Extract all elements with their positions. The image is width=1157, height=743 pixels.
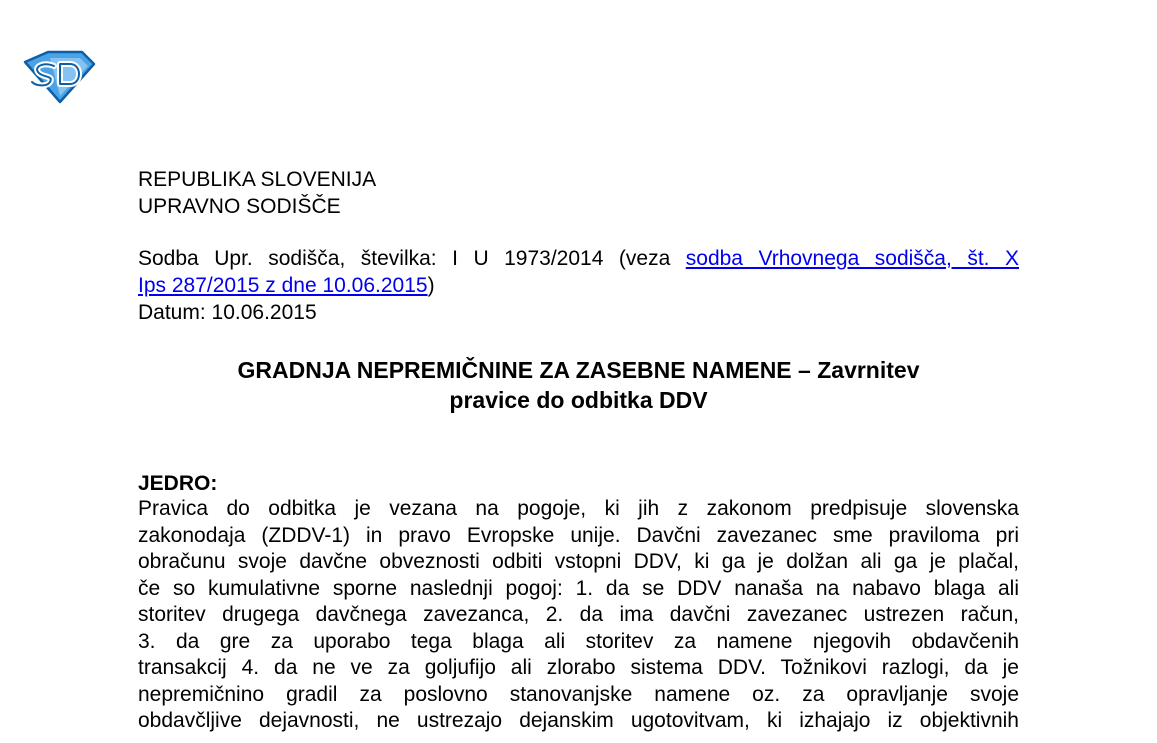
case-reference — [138, 245, 1019, 326]
court-country: REPUBLIKA SLOVENIJA — [138, 168, 377, 191]
case-reference-line2 — [138, 272, 1019, 299]
summary-text — [138, 496, 1019, 735]
court-name: UPRAVNO SODIŠČE — [138, 195, 341, 218]
supreme-court-link-part2[interactable]: Ips 287/2015 z dne 10.06.2015 — [138, 274, 428, 297]
sd-shield-logo-icon — [22, 50, 96, 104]
summary-heading: JEDRO: — [138, 472, 218, 495]
summary-line: obdavčljive dejavnosti, ne ustrezajo dejanskim ugotovitvam, ki izhajajo iz objektivnih — [138, 709, 1019, 732]
summary-line: obračunu svoje davčne obveznosti odbiti vstopni DDV, ki ga je dolžan ali ga je plačal, — [138, 550, 1019, 573]
summary-line: storitev drugega davčnega zavezanca, 2. da ima davčni zavezanec ustrezen račun, — [138, 603, 1019, 626]
summary-line: zakonodaja (ZDDV-1) in pravo Evropske unije. Davčni zavezanec sme praviloma pri — [138, 523, 1019, 547]
summary-line: 3. da gre za uporabo tega blaga ali storitev za namene njegovih obdavčenih — [138, 629, 1019, 653]
summary-line: transakcij 4. da ne ve za goljufijo ali zlorabo sistema DDV. Tožnikovi razlogi, da je — [138, 656, 1019, 679]
summary-line: če so kumulativne sporne naslednji pogoj: 1. da se DDV nanaša na nabavo blaga ali — [138, 576, 1019, 600]
court-header — [138, 166, 376, 220]
case-number: Sodba Upr. sodišča, številka: I U 1973/2014 (veza — [138, 247, 686, 270]
document-title — [138, 355, 1019, 415]
summary-line: nepremičnino gradil za poslovno stanovanjske namene oz. za opravljanje svoje — [138, 682, 1019, 706]
decision-date: Datum: 10.06.2015 — [138, 301, 317, 324]
document-title-line1: GRADNJA NEPREMIČNINE ZA ZASEBNE NAMENE – Zavrnitev — [237, 357, 920, 383]
reference-close-paren: ) — [427, 274, 435, 297]
supreme-court-link-part1[interactable]: sodba Vrhovnega sodišča, št. X — [685, 247, 1019, 270]
summary-line: Pravica do odbitka je vezana na pogoje, ki jih z zakonom predpisuje slovenska — [138, 497, 1019, 520]
document-title-line2: pravice do odbitka DDV — [449, 387, 708, 413]
case-reference-line1 — [138, 245, 1019, 272]
